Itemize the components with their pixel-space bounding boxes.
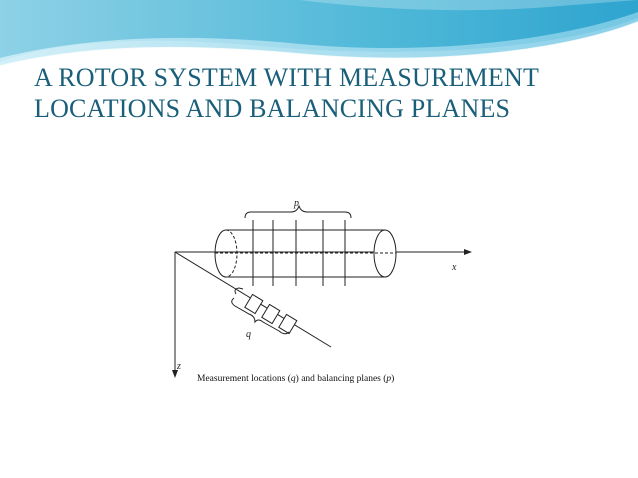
slide-title-line-2: LOCATIONS AND BALANCING PLANES <box>34 94 511 123</box>
x-axis-arrowhead <box>464 249 472 255</box>
figure-caption: Measurement locations (q) and balancing planes (p) <box>197 374 395 384</box>
label-z: z <box>177 361 181 372</box>
label-p: p <box>294 198 299 209</box>
slide-title <box>34 62 624 124</box>
label-x: x <box>452 262 457 273</box>
label-q: q <box>246 329 251 340</box>
rotor-diagram-figure <box>163 192 476 384</box>
rotor-diagram <box>163 192 476 384</box>
measurement-sensor <box>262 304 280 323</box>
measurement-sensor <box>245 294 263 313</box>
slide-title-line-1: A ROTOR SYSTEM WITH MEASUREMENT <box>34 63 540 92</box>
